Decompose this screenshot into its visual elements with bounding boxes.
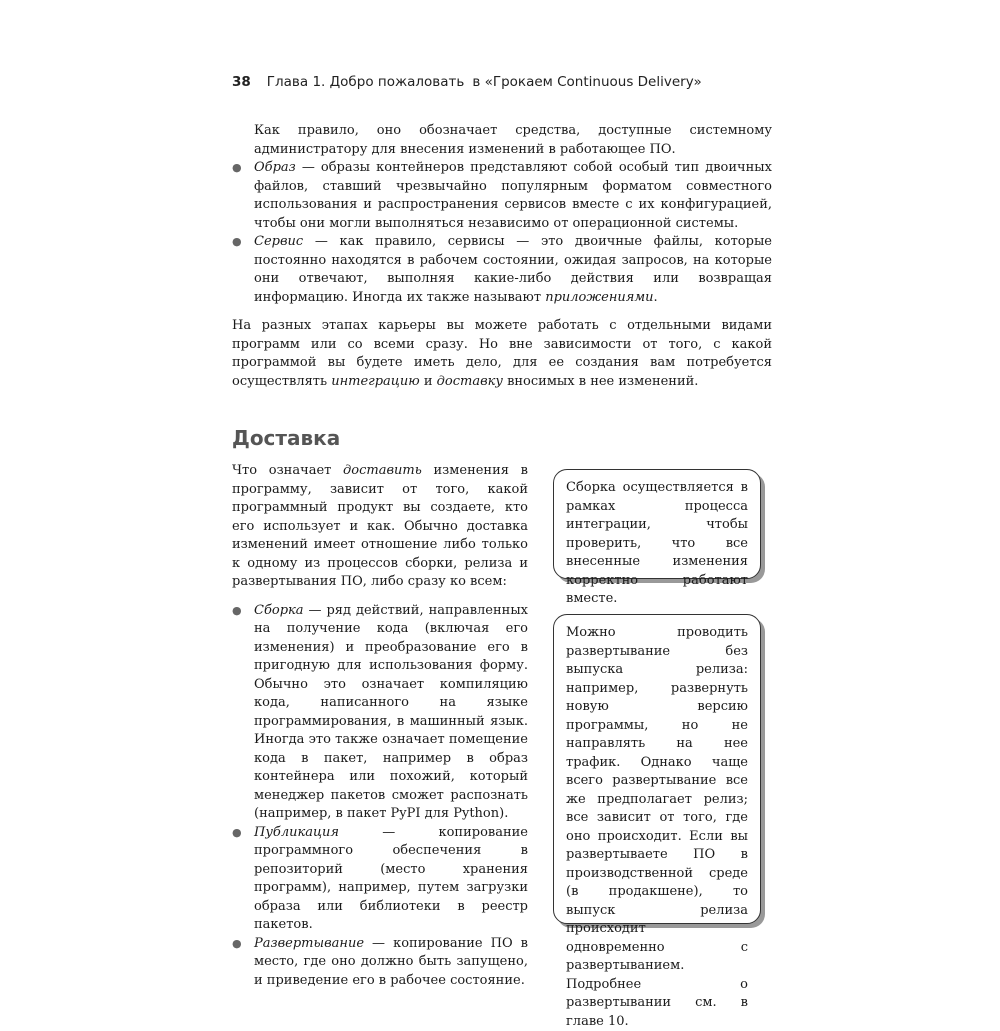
intro-block xyxy=(232,122,772,391)
emphasis-deliver: доставить xyxy=(343,463,422,478)
definition: — копирование ПО в место, где оно должно быть запущено, и приведение его в рабочее состояние. xyxy=(254,935,528,988)
definition-tail: . xyxy=(653,289,658,305)
delivery-list xyxy=(232,602,528,991)
list-item-deploy xyxy=(232,935,528,991)
sidebar-note-build: Сборка осуществляется в рамках процесса интеграции, чтобы проверить, что все внесенные изменения корректно работают вместе. xyxy=(553,469,761,579)
page-number: 38 xyxy=(232,74,251,90)
term: Публикация xyxy=(254,824,340,840)
list-item-publish xyxy=(232,824,528,935)
paragraph-text: и xyxy=(419,373,437,389)
paragraph-text: На разных этапах карьеры вы можете работать с отдельными видами программ или со всеми сразу. Но вне зависимости от того, с какой программой вы будете иметь дело, для ее создания вам потребуется осуществлять xyxy=(232,318,772,389)
list-item-service xyxy=(232,233,772,307)
chapter-label: Глава 1. Добро пожаловать xyxy=(266,74,465,90)
paragraph-text: Что означает xyxy=(232,463,344,478)
term: Образ xyxy=(254,160,296,175)
body-paragraph xyxy=(232,317,772,391)
paragraph-text: изменения в программу, зависит от того, какой программный продукт вы создаете, кто его использует и как. Обычно доставка изменений имеет отношение либо только к одному из процессов сборки, релиза и развертывания ПО, либо сразу ко всем: xyxy=(232,463,528,589)
emphasis-integration: интеграцию xyxy=(331,373,420,389)
emphasis-delivery: доставку xyxy=(436,373,503,389)
list-item-image xyxy=(232,159,772,233)
paragraph-text: вносимых в нее изменений. xyxy=(502,373,699,389)
running-header xyxy=(232,74,772,90)
sidebar-note-deploy: Можно проводить развертывание без выпуска релиза: например, развернуть новую версию программы, но не направлять на нее трафик. Однако чаще всего развертывание все же предполагает релиз; все зависит от того, где оно происходит. Если вы развертываете ПО в производственной среде (в продакшене), то выпуск релиза происходит одновременно с развертыванием. Подробнее о развертывании см. в главе 10. xyxy=(553,614,761,924)
list-continuation: Как правило, оно обозначает средства, доступные системному администратору для внесения изменений в работающее ПО. xyxy=(254,123,772,157)
term-alt: приложениями xyxy=(545,289,654,305)
book-title: в «Грокаем Continuous Delivery» xyxy=(472,74,702,90)
list-item-build xyxy=(232,602,528,824)
section-body xyxy=(232,462,528,990)
definition: — ряд действий, направленных на получение кода (включая его изменения) и преобразование его в пригодную для использования форму. Обычно это означает компиляцию кода, написанного на языке программирования, в машинный язык. Иногда это также означает помещение кода в пакет, например в образ контейнера или похожий, который менеджер пакетов сможет распознать (например, в пакет PyPI для Python). xyxy=(254,602,528,821)
term: Сервис xyxy=(254,234,304,249)
term: Сборка xyxy=(254,602,304,618)
definition: — как правило, сервисы — это двоичные файлы, которые постоянно находятся в рабочем состоянии, ожидая запросов, на которые они отвечают, выполняя какие-либо действия или возвращая информацию. Иногда их также называют xyxy=(254,234,772,305)
definition: — образы контейнеров представляют собой особый тип двоичных файлов, ставший чрезвычайно популярным форматом совместного использования и распространения сервисов вместе с их конфигурацией, чтобы они могли выполняться независимо от операционной системы. xyxy=(254,160,772,231)
term: Развертывание xyxy=(254,935,365,951)
section-intro xyxy=(232,462,528,592)
section-heading: Доставка xyxy=(232,426,341,450)
intro-list xyxy=(232,159,772,307)
definition: — копирование программного обеспечения в репозиторий (место хранения программ), например, путем загрузки образа или библиотеки в реестр пакетов. xyxy=(254,824,528,932)
